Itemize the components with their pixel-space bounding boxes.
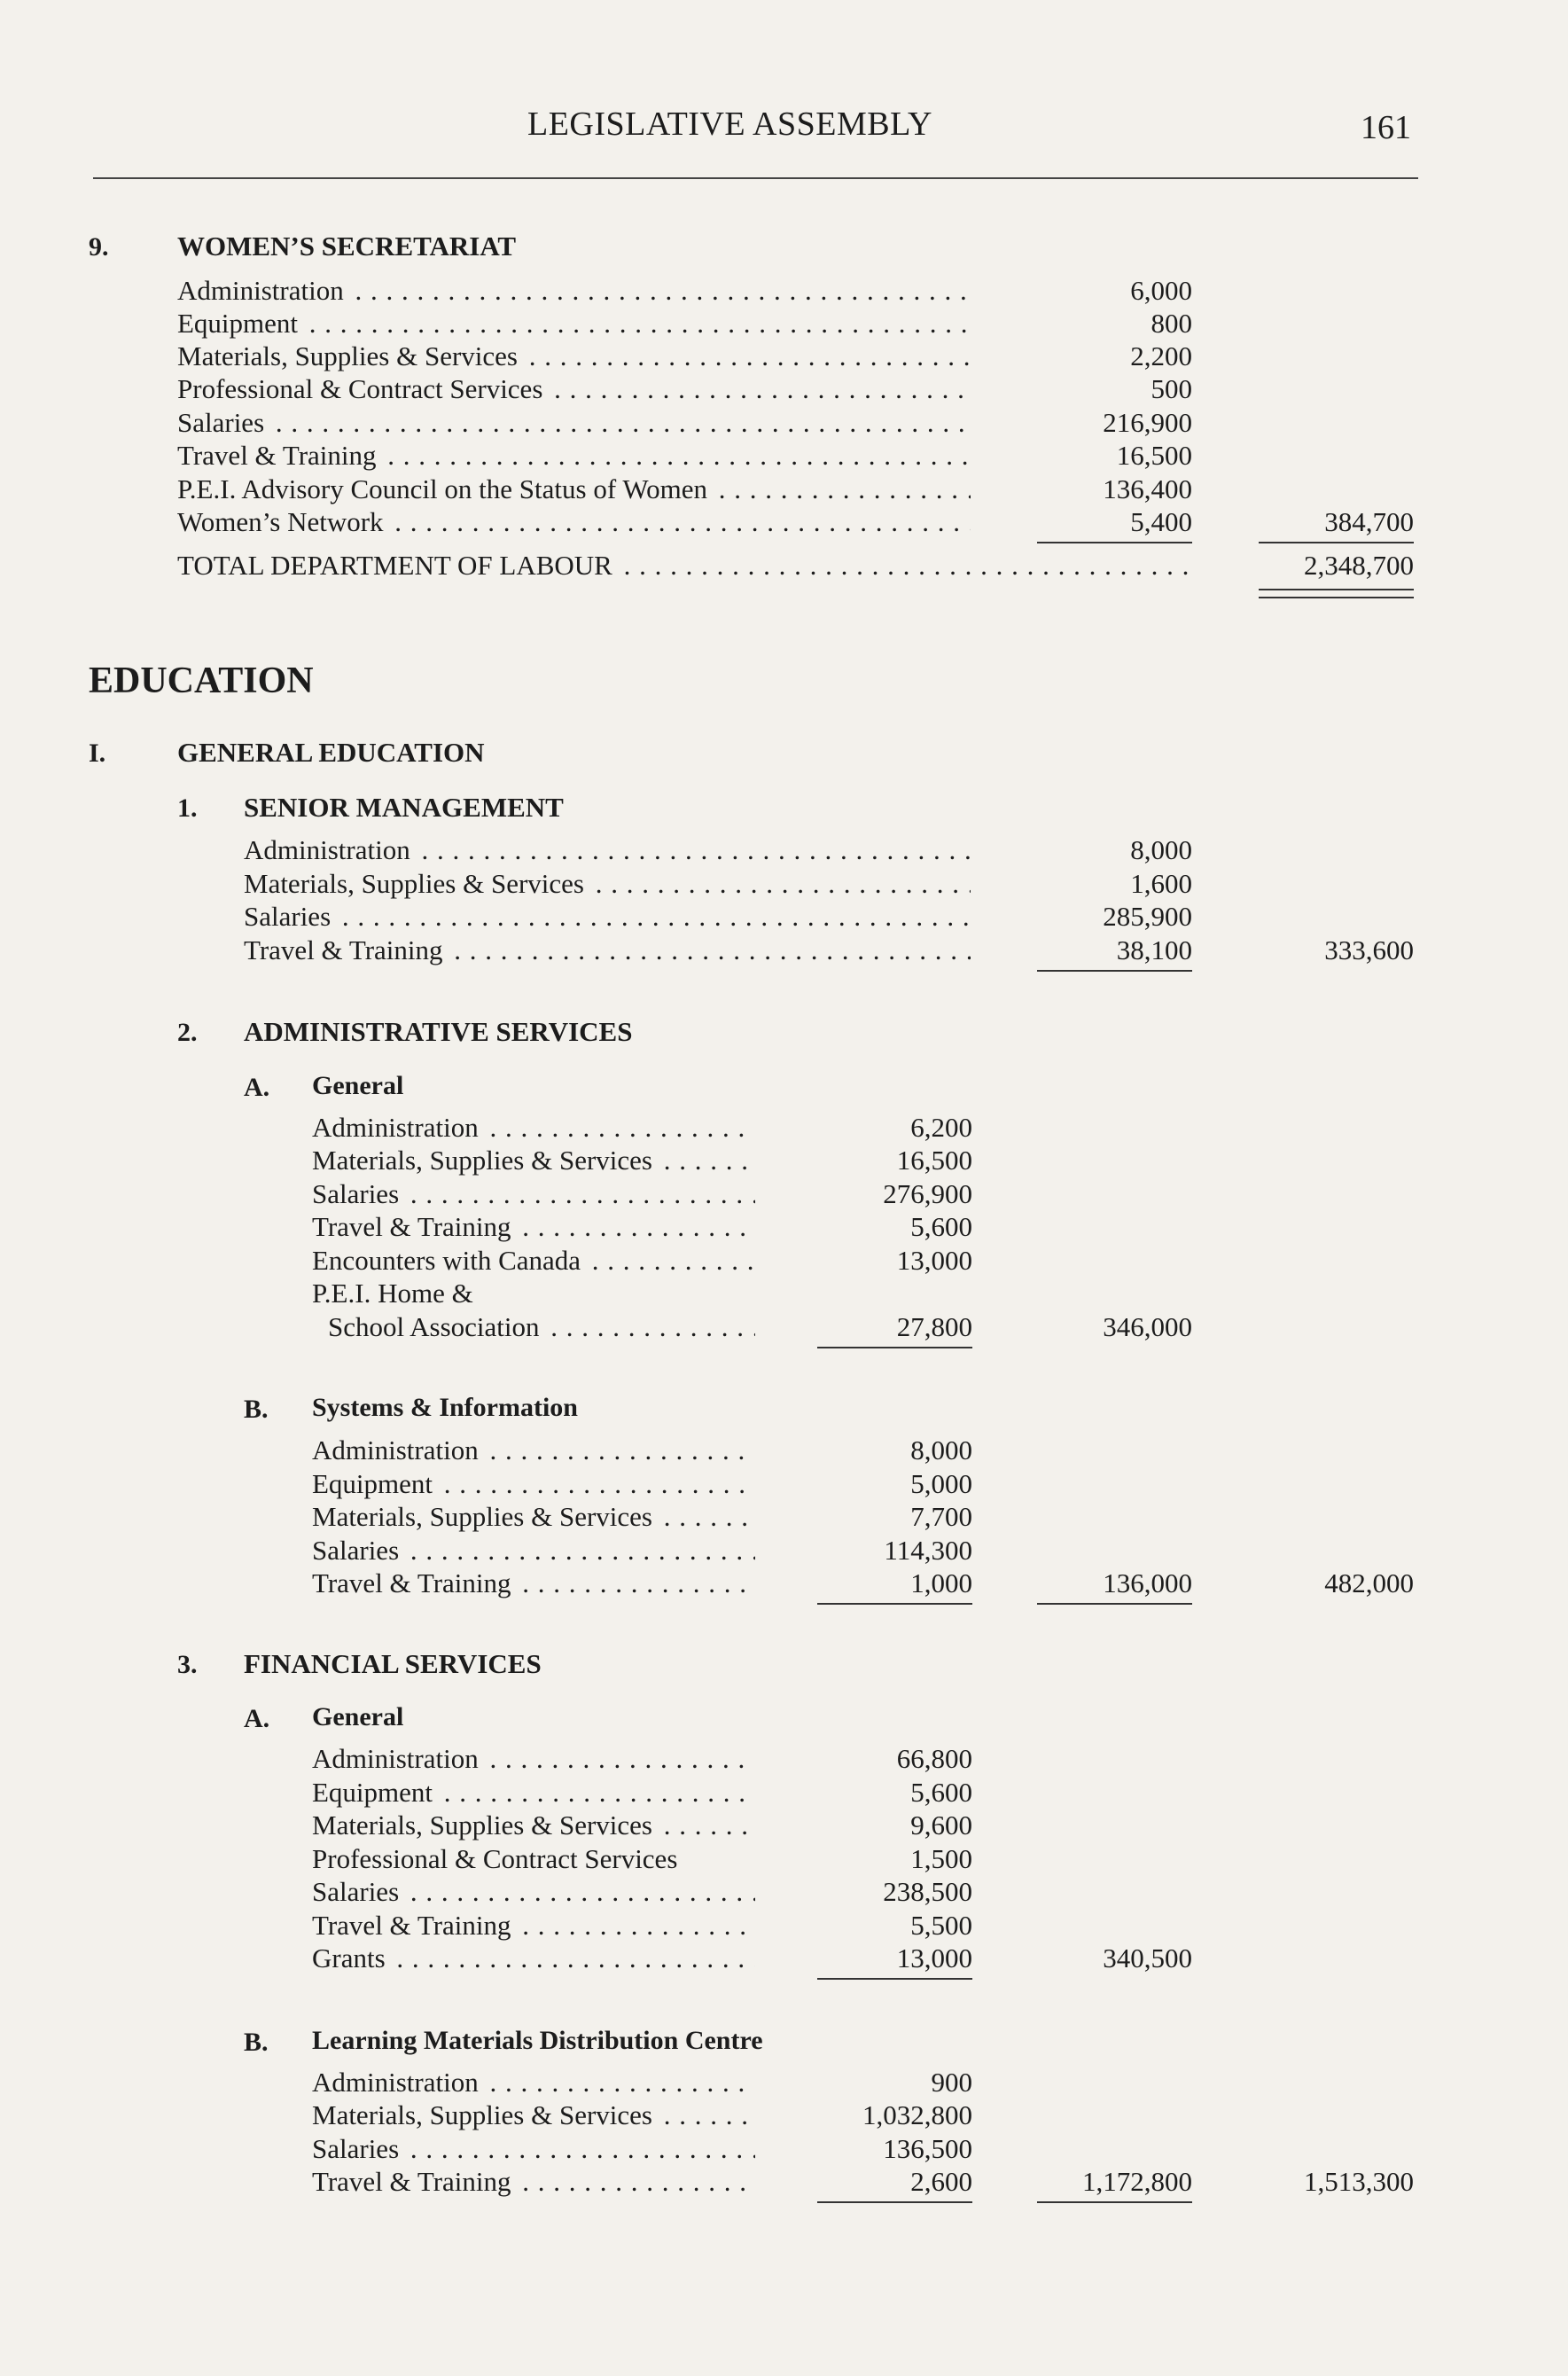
- subsection-title-general: General: [312, 1071, 404, 1100]
- subtotal-rule: [1037, 1603, 1192, 1605]
- section-total: 384,700: [1324, 506, 1414, 537]
- line-item-label: Travel & Training . . .: [312, 1211, 755, 1243]
- line-item-label: Equipment . . .: [312, 1777, 755, 1809]
- section-number: 9.: [89, 232, 109, 262]
- line-item-amount: 7,700: [910, 1501, 972, 1532]
- line-item-amount: 5,000: [910, 1468, 972, 1499]
- subsection-title-learning-materials-distribution-centre: Learning Materials Distribution Centre: [312, 2026, 763, 2055]
- line-item-amount: 5,500: [910, 1910, 972, 1941]
- line-item-amount: 66,800: [896, 1743, 972, 1774]
- section-title-womens-secretariat: WOMEN’S SECRETARIAT: [177, 231, 517, 262]
- section-number: 3.: [177, 1650, 198, 1679]
- line-item-amount: 114,300: [884, 1535, 972, 1566]
- subtotal-rule: [817, 2201, 972, 2203]
- line-item-amount: 6,000: [1130, 275, 1192, 306]
- line-item-label: Administration . . .: [312, 2067, 755, 2099]
- subsection-letter: A.: [244, 1704, 270, 1733]
- line-item-amount: 136,400: [1103, 473, 1192, 504]
- division-title-general-education: GENERAL EDUCATION: [177, 737, 485, 768]
- line-item-amount: 1,032,800: [862, 2099, 972, 2130]
- line-item-label: Women’s Network . . .: [177, 506, 971, 538]
- line-item-label: Salaries . . .: [177, 407, 971, 439]
- line-item-label: Materials, Supplies & Services . . .: [244, 868, 971, 900]
- line-item-label: Grants . . .: [312, 1942, 755, 1974]
- line-item-label: Salaries . . .: [312, 1178, 755, 1210]
- line-item-amount: 800: [1151, 308, 1192, 339]
- section-total: 482,000: [1324, 1567, 1414, 1598]
- department-total-amount: 2,348,700: [1304, 550, 1414, 581]
- double-rule-bottom: [1259, 597, 1414, 598]
- subtotal-rule: [1037, 542, 1192, 543]
- line-item-amount: 27,800: [896, 1311, 972, 1342]
- department-heading-education: EDUCATION: [89, 660, 314, 701]
- line-item-label: Materials, Supplies & Services . . .: [312, 2099, 755, 2131]
- line-item-label: P.E.I. Home &: [312, 1278, 755, 1309]
- line-item-label: Travel & Training . . .: [244, 934, 971, 966]
- line-item-label: Administration . . .: [312, 1743, 755, 1775]
- line-item-label: Encounters with Canada . . .: [312, 1245, 755, 1277]
- subtotal-rule: [817, 1347, 972, 1348]
- line-item-label: Materials, Supplies & Services . . .: [312, 1809, 755, 1841]
- line-item-label: Administration . . .: [244, 834, 971, 866]
- department-total-label: TOTAL DEPARTMENT OF LABOUR . . .: [177, 550, 1192, 582]
- subtotal-rule: [1037, 970, 1192, 972]
- header-divider: [93, 177, 1418, 179]
- line-item-label: Professional & Contract Services: [312, 1843, 755, 1875]
- line-item-amount: 2,200: [1130, 340, 1192, 371]
- line-item-label: Salaries . . .: [312, 1876, 755, 1908]
- line-item-label: Professional & Contract Services . . .: [177, 373, 971, 405]
- line-item-label: Salaries . . .: [312, 2133, 755, 2165]
- line-item-amount: 136,500: [883, 2133, 972, 2164]
- line-item-amount: 5,600: [910, 1211, 972, 1242]
- line-item-amount: 8,000: [1130, 834, 1192, 865]
- line-item-label: School Association . . .: [328, 1311, 755, 1343]
- section-total: 1,513,300: [1304, 2166, 1414, 2197]
- line-item-label: Travel & Training . . .: [177, 440, 971, 472]
- subsection-letter: B.: [244, 1395, 269, 1424]
- line-item-amount: 13,000: [896, 1942, 972, 1973]
- subtotal-rule: [817, 1603, 972, 1605]
- double-rule-top: [1259, 589, 1414, 590]
- line-item-amount: 276,900: [883, 1178, 972, 1209]
- line-item-amount: 900: [931, 2067, 972, 2098]
- line-item-amount: 5,600: [910, 1777, 972, 1808]
- line-item-amount: 1,000: [910, 1567, 972, 1598]
- subsection-subtotal: 136,000: [1103, 1567, 1192, 1598]
- subsection-letter: B.: [244, 2028, 269, 2057]
- subtotal-rule: [1037, 2201, 1192, 2203]
- line-item-label: Equipment . . .: [312, 1468, 755, 1500]
- subsection-letter: A.: [244, 1073, 270, 1102]
- line-item-amount: 5,400: [1130, 506, 1192, 537]
- section-title-administrative-services: ADMINISTRATIVE SERVICES: [244, 1016, 633, 1047]
- line-item-amount: 13,000: [896, 1245, 972, 1276]
- line-item-label: Materials, Supplies & Services . . .: [312, 1145, 755, 1176]
- line-item-amount: 1,600: [1130, 868, 1192, 899]
- section-total: 333,600: [1324, 934, 1414, 965]
- line-item-label: Travel & Training . . .: [312, 2166, 755, 2198]
- subsection-subtotal: 340,500: [1103, 1942, 1192, 1973]
- line-item-label: Materials, Supplies & Services . . .: [177, 340, 971, 372]
- line-item-amount: 38,100: [1116, 934, 1192, 965]
- line-item-label: Salaries . . .: [244, 901, 971, 933]
- line-item-amount: 238,500: [883, 1876, 972, 1907]
- subsection-title-general: General: [312, 1702, 404, 1731]
- line-item-amount: 8,000: [910, 1434, 972, 1465]
- section-title-senior-management: SENIOR MANAGEMENT: [244, 792, 564, 823]
- line-item-label: P.E.I. Advisory Council on the Status of Women . . .: [177, 473, 971, 505]
- line-item-label: Administration . . .: [177, 275, 971, 307]
- division-number: I.: [89, 739, 106, 768]
- line-item-amount: 216,900: [1103, 407, 1192, 438]
- line-item-amount: 2,600: [910, 2166, 972, 2197]
- subtotal-rule: [817, 1978, 972, 1980]
- section-number: 2.: [177, 1018, 198, 1047]
- line-item-label: Administration . . .: [312, 1112, 755, 1144]
- section-number: 1.: [177, 793, 198, 823]
- page-header-title: LEGISLATIVE ASSEMBLY: [527, 106, 932, 143]
- line-item-label: Salaries . . .: [312, 1535, 755, 1567]
- line-item-amount: 285,900: [1103, 901, 1192, 932]
- line-item-label: Travel & Training . . .: [312, 1567, 755, 1599]
- line-item-amount: 500: [1151, 373, 1192, 404]
- line-item-amount: 16,500: [1116, 440, 1192, 471]
- section-title-financial-services: FINANCIAL SERVICES: [244, 1648, 542, 1679]
- line-item-label: Equipment . . .: [177, 308, 971, 340]
- subsection-subtotal: 1,172,800: [1082, 2166, 1192, 2197]
- line-item-label: Materials, Supplies & Services . . .: [312, 1501, 755, 1533]
- line-item-amount: 1,500: [910, 1843, 972, 1874]
- page-number: 161: [1361, 109, 1411, 146]
- line-item-label: Administration . . .: [312, 1434, 755, 1466]
- subsection-title-systems-information: Systems & Information: [312, 1393, 578, 1422]
- subsection-subtotal: 346,000: [1103, 1311, 1192, 1342]
- line-item-amount: 16,500: [896, 1145, 972, 1176]
- total-rule: [1259, 542, 1414, 543]
- line-item-label: Travel & Training . . .: [312, 1910, 755, 1942]
- line-item-amount: 9,600: [910, 1809, 972, 1841]
- line-item-amount: 6,200: [910, 1112, 972, 1143]
